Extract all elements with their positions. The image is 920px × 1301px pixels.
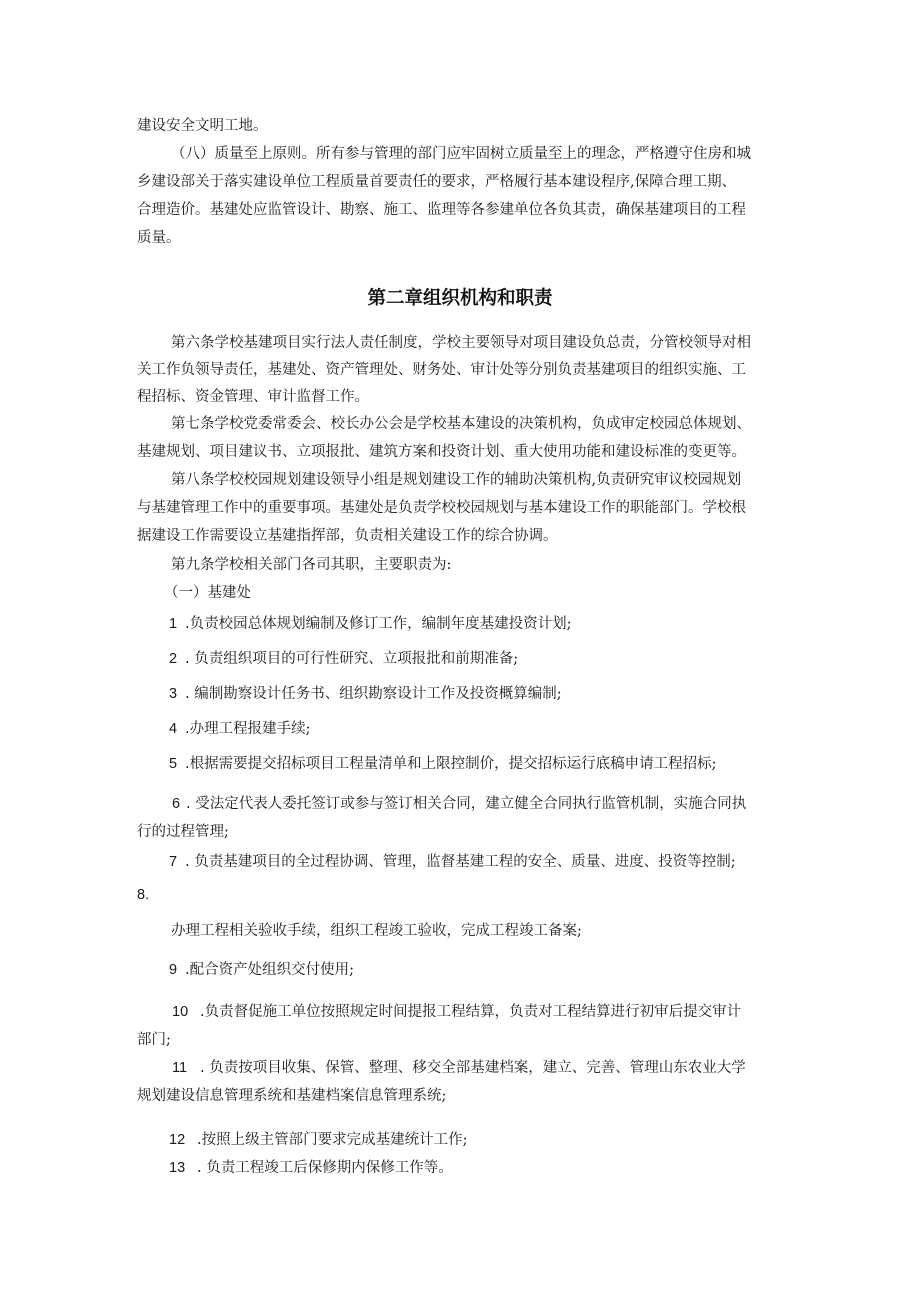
list-item [169,1130,468,1150]
list-item-text: . 编制勘察设计任务书、组织勘察设计工作及投资概算编制; [185,686,562,702]
list-item-number: 9 [169,962,178,978]
list-item-text: . 负责按项目收集、保管、整理、移交全部基建档案，建立、完善、管理山东农业大学 [200,1060,746,1076]
list-item-text: .配合资产处组织交付使用; [185,962,354,978]
list-item-number: 6 [172,796,181,812]
list-item [169,1158,453,1178]
article-9-line: 第九条学校相关部门各司其职，主要职责为: [171,557,452,573]
article-8-line: 第八条学校校园规划建设领导小组是规划建设工作的辅助决策机构,负责研究审议校园规划 [171,472,742,488]
list-item-number: 8. [137,887,150,903]
article-7-line: 基建规划、项目建议书、立项报批、建筑方案和投资计划、重大使用功能和建设标准的变更等。 [137,444,746,460]
list-item-number: 2 [169,651,178,667]
list-item-number: 13 [169,1160,186,1176]
list-item [172,1058,746,1078]
paragraph-line: 建设安全文明工地。 [137,118,268,134]
article-6-line: 程招标、资金管理、审计监督工作。 [137,389,369,405]
list-item [172,1002,741,1022]
list-item [169,754,717,774]
list-item-text: .按照上级主管部门要求完成基建统计工作; [197,1132,468,1148]
list-item-number [137,885,149,905]
list-item-number: 3 [169,686,178,702]
list-item [169,684,562,704]
list-item-number: 1 [169,616,178,632]
article-8-line: 据建设工作需要设立基建指挥部，负责相关建设工作的综合协调。 [137,528,558,544]
list-item-number: 4 [169,721,178,737]
list-item-number: 11 [172,1060,188,1076]
list-item-text: . 负责组织项目的可行性研究、立项报批和前期准备; [185,651,519,667]
list-item [169,614,572,634]
list-item-number: 7 [169,854,178,870]
list-item-text: .根据需要提交招标项目工程量清单和上限控制价，提交招标运行底稿申请工程招标; [185,756,717,772]
list-item-text: . 负责工程竣工后保修期内保修工作等。 [197,1160,453,1176]
list-item [169,852,736,872]
list-item-text: 办理工程相关验收手续，组织工程竣工验收，完成工程竣工备案; [171,923,582,939]
list-item-continuation: 规划建设信息管理系统和基建档案信息管理系统; [137,1088,447,1104]
article-8-line: 与基建管理工作中的重要事项。基建处是负责学校校园规划与基本建设工作的职能部门。学校根 [137,500,746,516]
list-item-text: . 负责基建项目的全过程协调、管理，监督基建工程的安全、质量、进度、投资等控制; [185,854,736,870]
paragraph-line: 质量。 [137,230,181,246]
list-item-text: .办理工程报建手续; [185,721,311,737]
paragraph-line: 乡建设部关于落实建设单位工程质量首要责任的要求，严格履行基本建设程序,保障合理工期、 [137,174,737,190]
list-item-text: .负责督促施工单位按照规定时间提报工程结算，负责对工程结算进行初审后提交审计 [200,1004,742,1020]
list-item-text: .负责校园总体规划编制及修订工作，编制年度基建投资计划; [185,616,572,632]
list-item-continuation: 行的过程管理; [137,824,229,840]
paragraph-line: （八）质量至上原则。所有参与管理的部门应牢固树立质量至上的理念，严格遵守住房和城 [171,146,751,162]
section-heading: （一）基建处 [164,585,251,601]
article-6-line: 关工作负领导责任，基建处、资产管理处、财务处、审计处等分别负责基建项目的组织实施、工 [137,362,746,378]
chapter-title: 第二章组织机构和职责 [367,288,553,309]
list-item-number: 12 [169,1132,186,1148]
list-item-continuation: 部门; [137,1032,171,1048]
list-item [169,719,311,739]
article-7-line: 第七条学校党委常委会、校长办公会是学校基本建设的决策机构，负成审定校园总体规划、 [171,416,751,432]
paragraph-line: 合理造价。基建处应监管设计、勘察、施工、监理等各参建单位各负其责，确保基建项目的工程 [137,202,746,218]
list-item-text: . 受法定代表人委托签订或参与签订相关合同，建立健全合同执行监管机制，实施合同执 [186,796,747,812]
list-item [169,960,354,980]
list-item [169,649,518,669]
list-item [172,794,746,814]
article-6-line: 第六条学校基建项目实行法人责任制度，学校主要领导对项目建设负总责，分管校领导对相 [171,335,751,351]
list-item-number: 5 [169,756,178,772]
list-item-number: 10 [172,1004,189,1020]
